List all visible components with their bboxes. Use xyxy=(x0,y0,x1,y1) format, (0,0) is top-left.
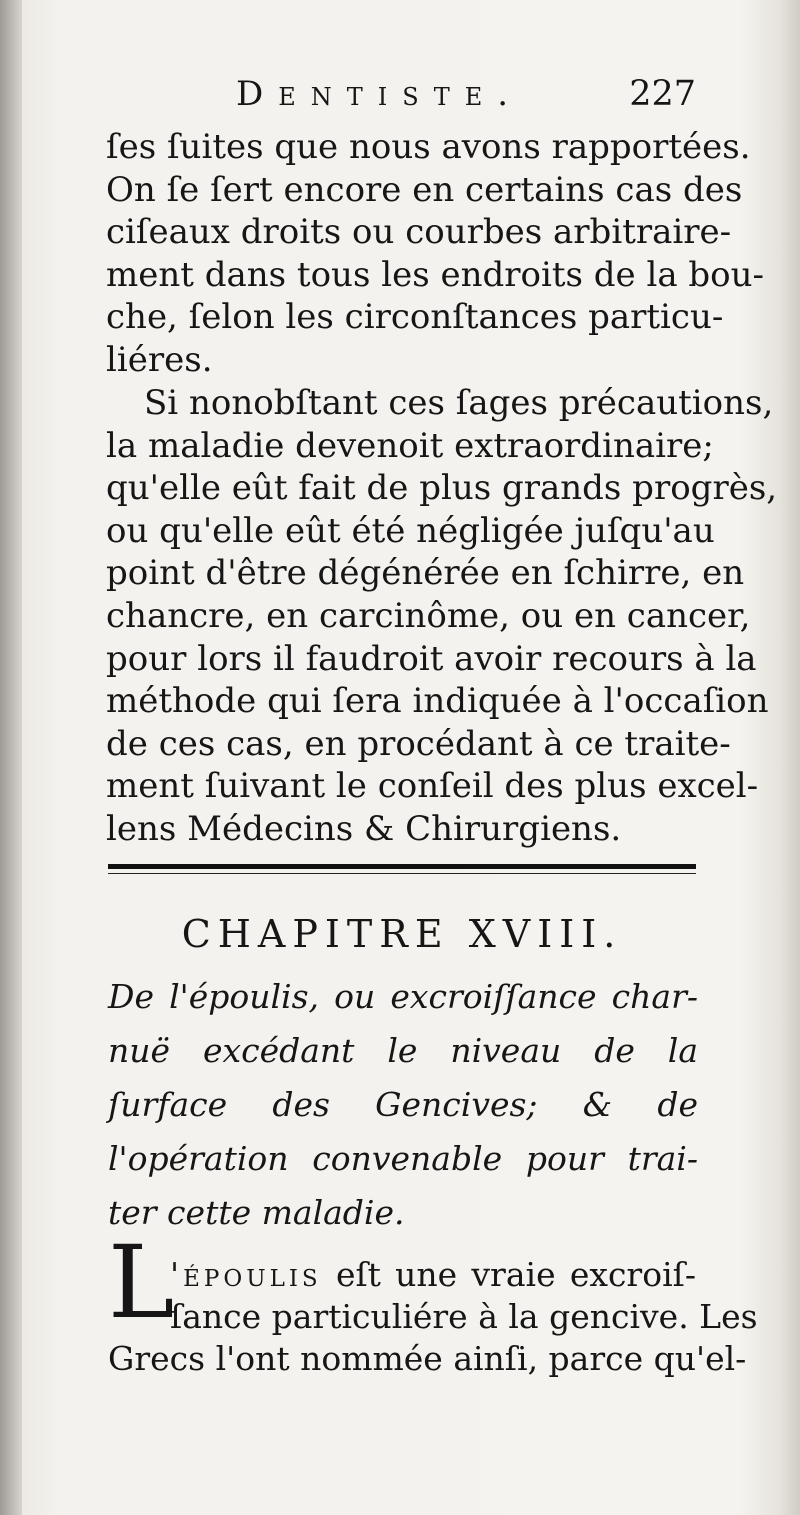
drop-cap: L xyxy=(108,1224,175,1341)
text-line: qu'elle eût fait de plus grands progrès, xyxy=(106,468,778,509)
text-line: de ces cas, en procédant à ce traite- xyxy=(106,723,731,764)
text-line: ment ſuivant le conſeil des plus excel- xyxy=(106,766,759,807)
text-line xyxy=(170,1254,696,1296)
paragraph-1 xyxy=(106,126,765,382)
paragraph-3-opening xyxy=(170,1254,758,1338)
page-number: 227 xyxy=(629,74,696,114)
text-line: point d'être dégénérée en ſchirre, en xyxy=(106,553,745,594)
chapter-heading: CHAPITRE XVIII. xyxy=(181,912,623,956)
text-line: ciſeaux droits ou courbes arbitraire- xyxy=(106,212,732,253)
text-line: Si nonobſtant ces ſages précautions, xyxy=(144,383,774,423)
text-line: la maladie devenoit extraordinaire; xyxy=(106,425,714,466)
text-line: ment dans tous les endroits de la bou- xyxy=(106,254,765,295)
subtitle-line: De l'époulis, ou excroiſſance char- xyxy=(108,977,698,1016)
paragraph-3-continued xyxy=(108,1338,747,1381)
text-line: méthode qui ſera indiquée à l'occaſion xyxy=(106,681,769,722)
text-line: ou qu'elle eût été négligée juſqu'au xyxy=(106,510,715,551)
text-line: liéres. xyxy=(106,339,213,380)
first-line-rest: eſt une vraie excroiſ- xyxy=(335,1255,696,1294)
chapter-subtitle xyxy=(108,970,698,1240)
text-line: Grecs l'ont nommée ainſi, parce qu'el- xyxy=(108,1339,747,1378)
text-line: che, ſelon les circonſtances particu- xyxy=(106,297,724,338)
running-title: Dentiste. xyxy=(236,74,524,114)
page-gutter-shadow xyxy=(0,0,22,1515)
text-line: chancre, en carcinôme, ou en cancer, xyxy=(106,595,751,636)
first-word: 'époulis xyxy=(170,1255,322,1294)
subtitle-line: ter cette maladie. xyxy=(108,1193,405,1232)
paragraph-2 xyxy=(106,382,778,851)
text-line: ſance particuliére à la gencive. Les xyxy=(170,1297,758,1336)
subtitle-line: ſurface des Gencives; & de xyxy=(108,1085,698,1124)
text-line: ſes ſuites que nous avons rapportées. xyxy=(106,127,751,167)
text-line: On ſe ſert encore en certains cas des xyxy=(106,169,743,210)
subtitle-line: nuë excédant le niveau de la xyxy=(108,1031,698,1070)
page-header xyxy=(108,74,696,126)
text-line: pour lors il faudroit avoir recours à la xyxy=(106,638,757,679)
section-rule-thin xyxy=(108,873,696,874)
section-rule-thick xyxy=(108,864,696,869)
subtitle-line: l'opération convenable pour trai- xyxy=(108,1139,698,1178)
text-line: lens Médecins & Chirurgiens. xyxy=(106,808,622,849)
